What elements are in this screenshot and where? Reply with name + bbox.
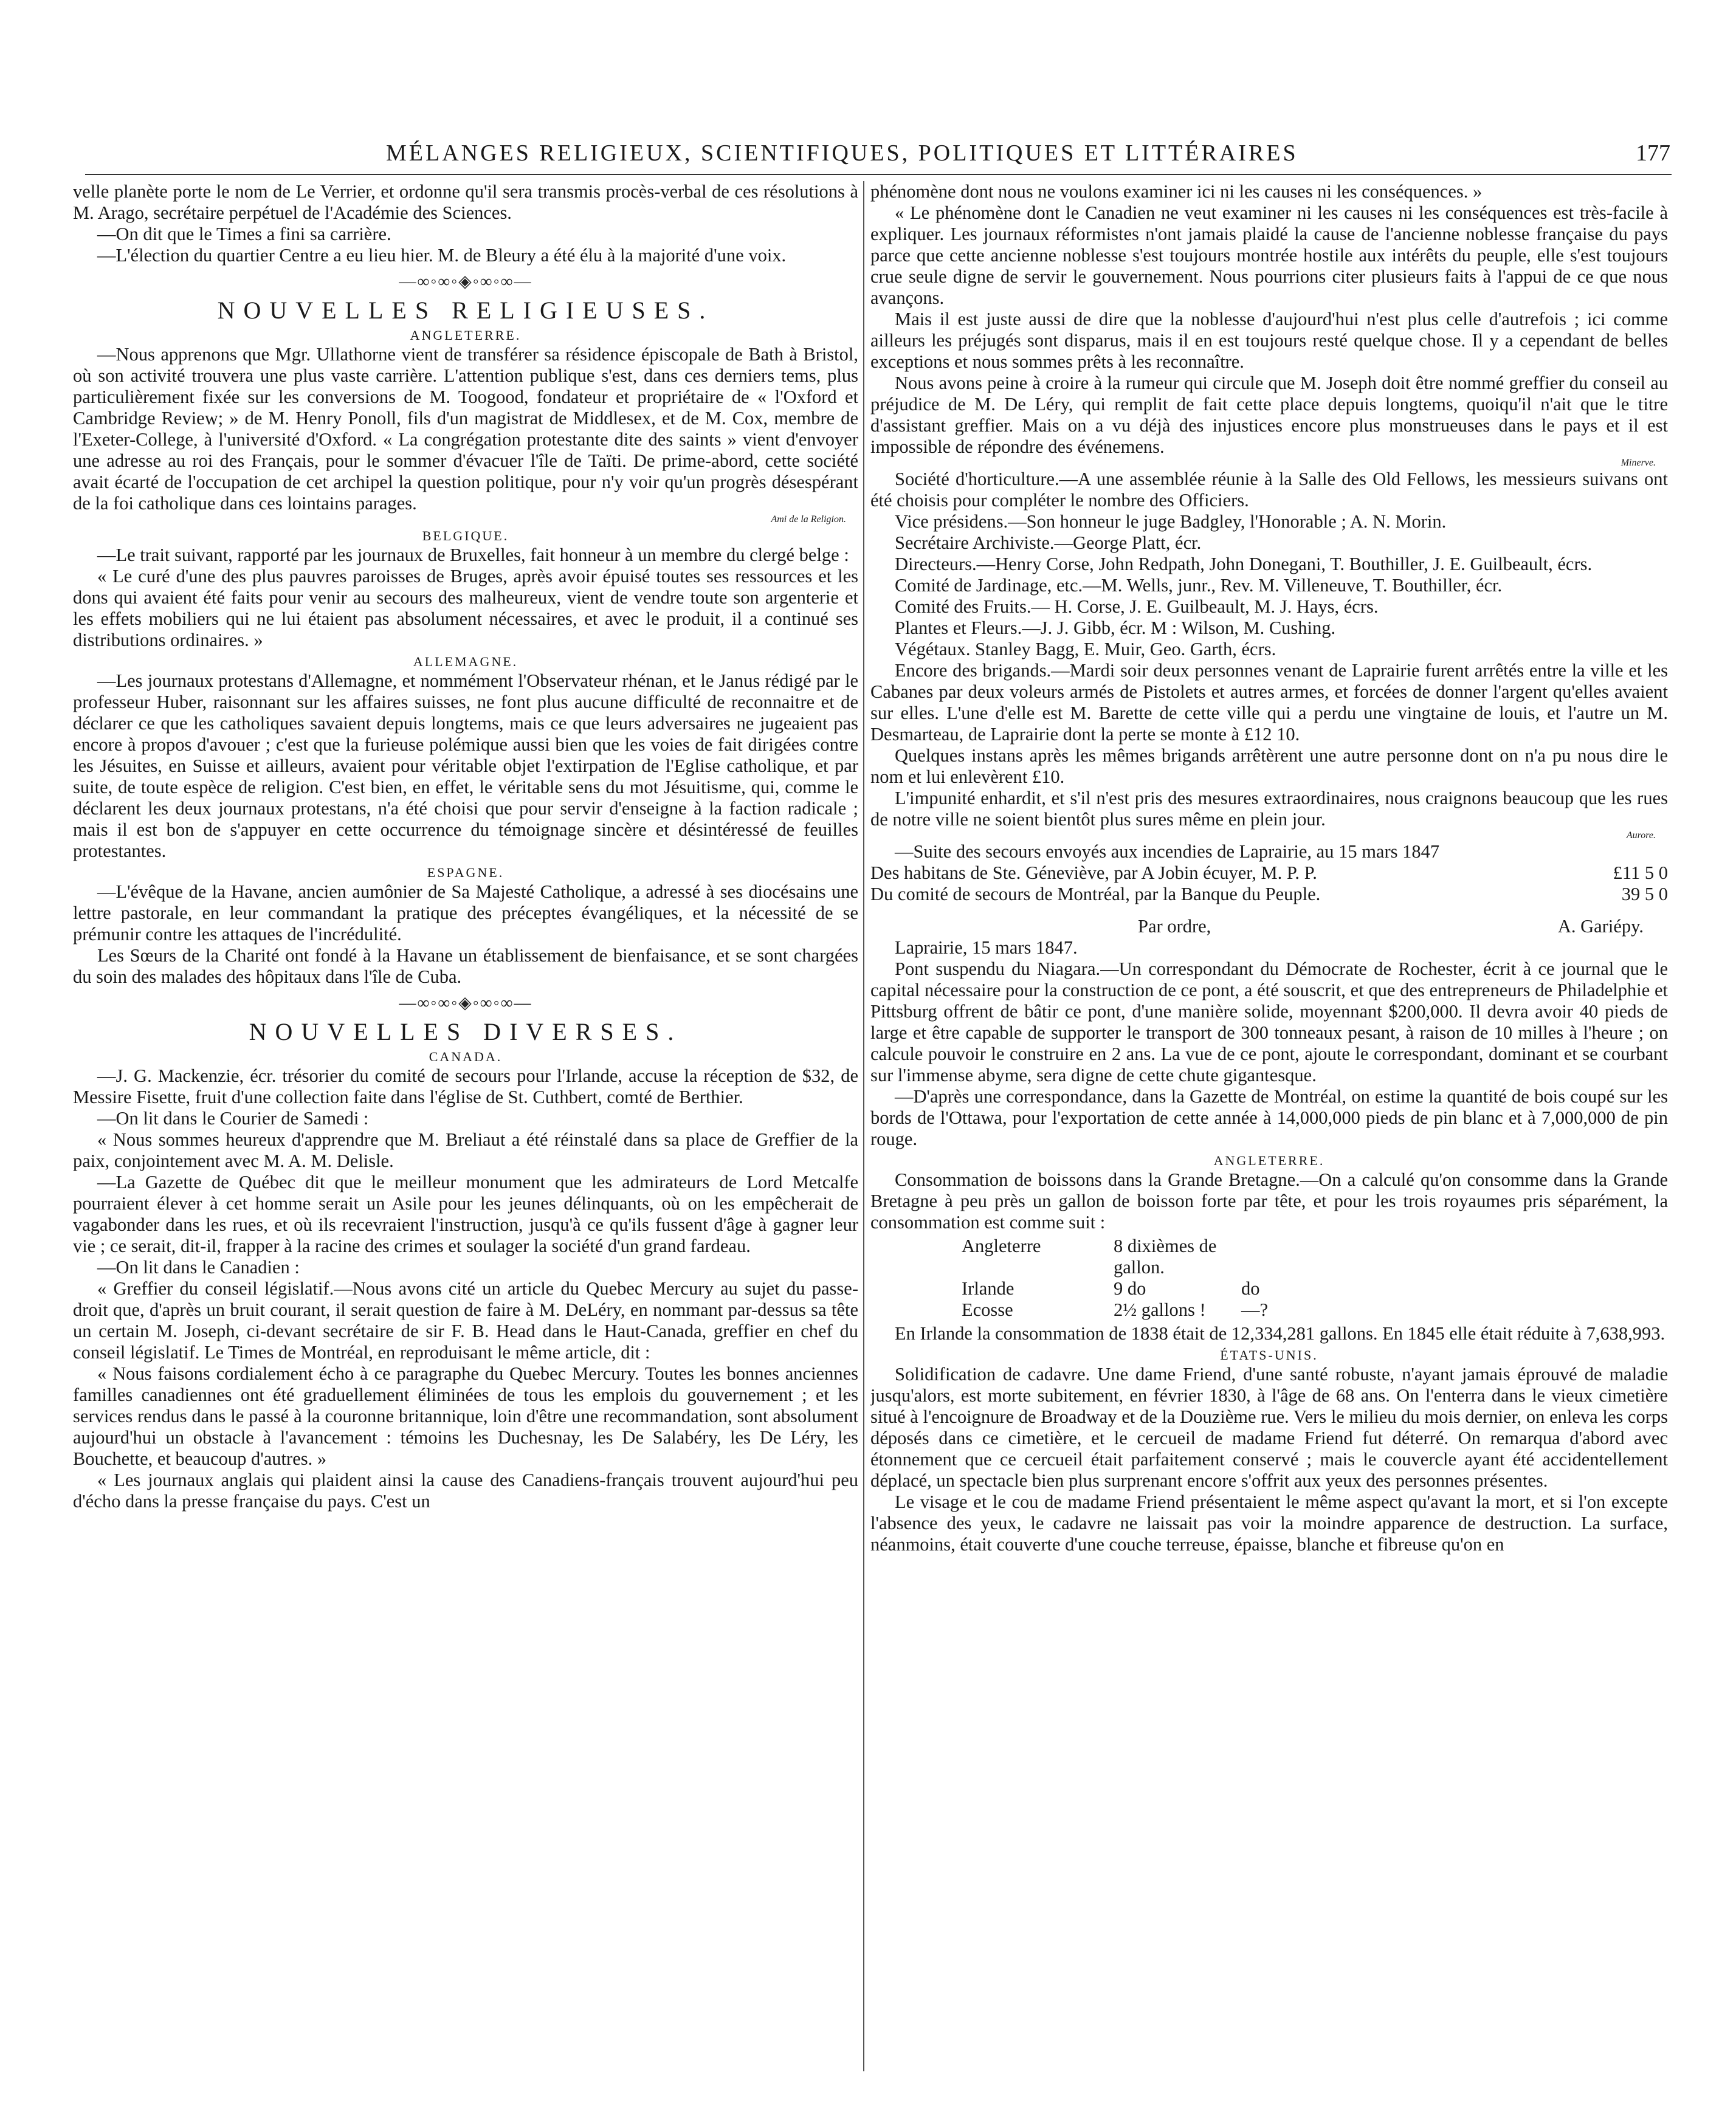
article-paragraph: Pont suspendu du Niagara.—Un correspondant du Démocrate de Rochester, écrit à ce journal que le capital nécessaire pour la construction de ce pont, a été souscrit, et que des entrepreneurs de Philadelphie et Pittsburg offrent de bâtir ce pont, d'une manière solide, moyennant $200,000. Il devra avoir 40 pieds de large et être capable de supporter le transport de 300 tonneaux pesant, à raison de 10 milles à l'heure ; on calcule pouvoir le construire en 2 ans. La vue de ce pont, ajoute le correspondant, dominant et se courbant sur l'immense abyme, sera digne de cette chute gigantesque. (870, 958, 1668, 1085)
source-signature: Ami de la Religion. (771, 514, 846, 525)
article-paragraph: Consommation de boissons dans la Grande Bretagne.—On a calculé qu'on consomme dans la Grande Bretagne à peu près un gallon de boisson forte par tête, et pour les trois royaumes pris séparément, la consommation est comme suit : (870, 1169, 1668, 1233)
article-paragraph: —L'élection du quartier Centre a eu lieu hier. M. de Bleury a été élu à la majorité d'une voix. (97, 245, 787, 266)
article-paragraph: —On dit que le Times a fini sa carrière. (97, 224, 391, 244)
table-cell: —? (1241, 1299, 1269, 1320)
right-column (870, 181, 1668, 2077)
source-signature: Minerve. (1621, 458, 1656, 468)
signatory: A. Gariépy. (1557, 916, 1644, 937)
article-paragraph: Mais il est juste aussi de dire que la noblesse d'aujourd'hui n'est plus celle d'autrefois ; ici comme ailleurs les préjugés sont disparus, mais il en est toujours resté quelque chose. Il y a cependant de belles exceptions et nous sommes prêts à les reconnaître. (870, 309, 1668, 372)
article-paragraph: Quelques instans après les mêmes brigands arrêtèrent une autre personne dont on n'a pu nous dire le nom et lui enlevèrent £10. (870, 745, 1668, 787)
table-cell: 8 dixièmes de gallon. (1114, 1236, 1217, 1278)
running-title: MÉLANGES RELIGIEUX, SCIENTIFIQUES, POLITIQUES ET LITTÉRAIRES (386, 140, 1298, 166)
table-cell: 9 do (1114, 1278, 1146, 1299)
country-heading: CANADA. (429, 1049, 503, 1064)
table-row (962, 1278, 1668, 1299)
article-paragraph: velle planète porte le nom de Le Verrier, et ordonne qu'il sera transmis procès-verbal de ces résolutions à M. Arago, secrétaire perpétuel de l'Académie des Sciences. (73, 181, 858, 223)
country-heading: BELGIQUE. (422, 528, 509, 543)
article-paragraph: —L'évêque de la Havane, ancien aumônier de Sa Majesté Catholique, a adressé à ses diocésains une lettre pastorale, en leur commandant la pratique des préceptes évangéliques, et la nécessité de se prémunir contre les attaques de l'incrédulité. (73, 881, 858, 944)
donation-amount: £11 5 0 (1613, 862, 1668, 883)
country-heading: ANGLETERRE. (410, 328, 522, 343)
officer-entry: Comité des Fruits.— H. Corse, J. E. Guilbeault, M. J. Hays, écrs. (895, 596, 1379, 617)
country-heading: ANGLETERRE. (1213, 1153, 1325, 1168)
article-paragraph: —Nous apprenons que Mgr. Ullathorne vient de transférer sa résidence épiscopale de Bath à Bristol, où son activité trouvera une plus vaste carrière. L'attention publique s'est, dans ces derniers tems, plus particulièrement fixée sur les conversions de M. Toogood, fondateur et propriétaire de « l'Oxford et Cambridge Review; » de M. Henry Ponoll, fils d'un magistrat de Middlesex, et de M. Cox, membre de l'Exeter-College, à l'université d'Oxford. « La congrégation protestante dite des saints » vient d'envoyer une adresse au roi des Français, pour le sommer d'évacuer l'île de Taïti. De prime-abord, cette société avait écarté de l'occupation de cet archipel la question politique, pour n'y voir qu'un progrès désespérant de la foi catholique dans ces lointains parages. (73, 344, 858, 514)
article-paragraph: Solidification de cadavre. Une dame Friend, d'une santé robuste, n'ayant jamais éprouvé de maladie jusqu'alors, est morte subitement, en février 1830, à l'âge de 68 ans. On l'enterra dans le vieux cimetière situé à l'encoignure de Broadway et de la Douzième rue. Vers le milieu du mois dernier, on enleva les corps déposés dans ce cimetière, et le cercueil de madame Friend fut déterré. On remarqua d'abord avec étonnement que ce cercueil était parfaitement conservé ; mais le couvercle ayant été accidentellement déplacé, un spectacle bien plus surprenant encore s'offrit aux yeux des personnes présentes. (870, 1364, 1668, 1491)
donation-label: Du comité de secours de Montréal, par la Banque du Peuple. (870, 884, 1321, 904)
officer-entry: Végétaux. Stanley Bagg, E. Muir, Geo. Garth, écrs. (895, 639, 1276, 659)
article-paragraph: phénomène dont nous ne voulons examiner ici ni les causes ni les conséquences. » (870, 181, 1483, 202)
article-paragraph: —Suite des secours envoyés aux incendies de Laprairie, au 15 mars 1847 (895, 841, 1440, 862)
article-paragraph: « Les journaux anglais qui plaident ainsi la cause des Canadiens-français trouvent aujourd'hui peu d'écho dans la presse française du pays. C'est un (73, 1470, 858, 1512)
source-signature: Aurore. (1626, 830, 1656, 841)
article-paragraph: « Greffier du conseil législatif.—Nous avons cité un article du Quebec Mercury au sujet du passe-droit que, d'après un bruit courant, il serait question de faire à M. DeLéry, en nommant par-dessus sa tête un certain M. Joseph, ci-devant secrétaire de sir F. B. Head dans le Haut-Canada, greffier en chef du conseil législatif. Le Times de Montréal, en reproduisant le même article, dit : (73, 1278, 858, 1363)
officer-entry: Directeurs.—Henry Corse, John Redpath, John Donegani, T. Bouthiller, J. E. Guilbeault, écrs. (895, 554, 1593, 574)
article-paragraph: Les Sœurs de la Charité ont fondé à la Havane un établissement de bienfaisance, et se sont chargées du soin des malades des hôpitaux dans l'île de Cuba. (73, 945, 858, 987)
article-paragraph: —J. G. Mackenzie, écr. trésorier du comité de secours pour l'Irlande, accuse la réception de $32, de Messire Fisette, fruit d'une collection faite dans l'église de St. Cuthbert, comté de Berthier. (73, 1065, 858, 1107)
article-paragraph: —La Gazette de Québec dit que le meilleur monument que les admirateurs de Lord Metcalfe pourraient élever à cet homme serait un Asile pour les jeunes délinquants, où on les empêcherait de vagabonder dans les rues, et où ils recevraient l'instruction, jusqu'à ce qu'ils fussent d'âge à gagner leur vie ; ce serait, dit-il, frapper à la racine des crimes et soulager la société d'un grand fardeau. (73, 1172, 858, 1256)
article-paragraph: —On lit dans le Canadien : (97, 1257, 300, 1278)
country-heading: ÉTATS-UNIS. (1220, 1347, 1318, 1363)
section-ornament: —∞◦∞◦◈◦∞◦∞— (399, 272, 532, 291)
consumption-table (962, 1236, 1668, 1321)
officer-entry: Comité de Jardinage, etc.—M. Wells, junr., Rev. M. Villeneuve, T. Bouthiller, écr. (895, 575, 1503, 596)
table-row (962, 1236, 1668, 1278)
table-cell: 2½ gallons ! (1114, 1299, 1206, 1320)
section-ornament: —∞◦∞◦◈◦∞◦∞— (399, 994, 532, 1013)
officer-entry: Secrétaire Archiviste.—George Platt, écr. (895, 532, 1202, 553)
column-divider (863, 181, 864, 2071)
page-number: 177 (1636, 140, 1670, 166)
article-paragraph: Le visage et le cou de madame Friend présentaient le même aspect qu'avant la mort, et si l'on excepte l'absence des yeux, le cadavre ne laissait pas voir la moindre apparence de destruction. La surface, néanmoins, était couverte d'une couche terreuse, épaisse, blanche et fibreuse qu'on en (870, 1491, 1668, 1555)
section-title-religieuses: NOUVELLES RELIGIEUSES. (217, 297, 714, 324)
donation-amount: 39 5 0 (1621, 884, 1668, 904)
table-cell (1241, 1236, 1363, 1278)
table-cell: Angleterre (962, 1236, 1041, 1256)
donation-row (870, 862, 1668, 884)
officer-entry: Plantes et Fleurs.—J. J. Gibb, écr. M : Wilson, M. Cushing. (895, 618, 1336, 638)
donation-row (870, 884, 1668, 905)
officer-entry: Vice présidens.—Son honneur le juge Badgley, l'Honorable ; A. N. Morin. (895, 511, 1447, 532)
par-ordre: Par ordre, (1138, 916, 1211, 937)
article-paragraph: Nous avons peine à croire à la rumeur qui circule que M. Joseph doit être nommé greffier du conseil au préjudice de M. De Léry, qui remplit de fait cette place depuis longtems, quoiqu'il n'ait que le titre d'assistant greffier. Mais on a vu déjà des injustices encore plus monstrueuses dans le pays et il est impossible de répondre des événemens. (870, 373, 1668, 457)
page-header (85, 135, 1672, 177)
article-paragraph: En Irlande la consommation de 1838 était de 12,334,281 gallons. En 1845 elle était réduite à 7,638,993. (895, 1323, 1665, 1344)
article-paragraph: « Nous faisons cordialement écho à ce paragraphe du Quebec Mercury. Toutes les bonnes anciennes familles canadiennes ont été graduellement éliminées de tous les emplois du gouvernement ; et les services rendus dans le passé à la couronne britannique, loin d'être une recommandation, sont absolument aujourd'hui un obstacle à l'avancement : témoins les Duchesnay, les De Salabéry, les De Léry, les Bouchette, et beaucoup d'autres. » (73, 1363, 858, 1469)
table-cell: Ecosse (962, 1299, 1013, 1320)
left-column (73, 181, 858, 2077)
country-heading: ALLEMAGNE. (413, 654, 518, 669)
table-row (962, 1299, 1668, 1321)
article-paragraph: —Le trait suivant, rapporté par les journaux de Bruxelles, fait honneur à un membre du clergé belge : (97, 545, 849, 565)
header-rule (85, 174, 1672, 175)
article-paragraph: —Les journaux protestans d'Allemagne, et nommément l'Observateur rhénan, et le Janus rédigé par le professeur Huber, raisonnant sur les affaires suisses, ne font plus aucune difficulté de reconnaitre et de déclarer ce que les catholiques savaient depuis longtems, mais ce que leurs adversaires ne jugeaient pas encore à propos d'avouer ; c'est que la furieuse polémique aussi bien que les voies de fait dirigées contre les Jésuites, en Suisse et ailleurs, avaient pour véritable objet l'extirpation de l'Eglise catholique, et par suite, de toute espèce de religion. C'est bien, en effet, le véritable sens du mot Jésuitisme, qui, comme le déclarent les deux journaux protestans, n'a été choisi que pour servir d'enseigne à la faction radicale ; mais il est bon de s'appuyer en cette occurrence du témoignage sincère et désintéressé de feuilles protestantes. (73, 670, 858, 861)
section-title-diverses: NOUVELLES DIVERSES. (249, 1018, 683, 1045)
article-paragraph: Société d'horticulture.—A une assemblée réunie à la Salle des Old Fellows, les messieurs suivans ont été choisis pour compléter le nombre des Officiers. (870, 469, 1668, 511)
signature-row (870, 916, 1668, 937)
article-paragraph: —D'après une correspondance, dans la Gazette de Montréal, on estime la quantité de bois coupé sur les bords de l'Ottawa, pour l'exportation de cette année à 14,000,000 pieds de pin blanc et à 7,000,000 de pin rouge. (870, 1086, 1668, 1149)
article-paragraph: —On lit dans le Courier de Samedi : (97, 1108, 369, 1129)
table-cell: do (1241, 1278, 1260, 1299)
donation-label: Des habitans de Ste. Géneviève, par A Jobin écuyer, M. P. P. (870, 862, 1317, 883)
article-quote: « Le curé d'une des plus pauvres paroisses de Bruges, après avoir épuisé toutes ses ressources et les dons qui avaient été faits pour venir au secours des malheureux, vient de vendre toute son argenterie et les effets mobiliers qui ne lui étaient pas absolument nécessaires, et avec le produit, il a continué ses distributions ordinaires. » (73, 566, 858, 650)
article-paragraph: Encore des brigands.—Mardi soir deux personnes venant de Laprairie furent arrêtés entre la ville et les Cabanes par deux voleurs armés de Pistolets et autres armes, et forcées de donner l'argent qu'elles avaient sur elles. L'une d'elle est M. Barette de cette ville qui a perdu une vingtaine de louis, et l'autre un M. Desmarteau, de Laprairie dont la perte se monte à £12 10. (870, 660, 1668, 745)
place-date: Laprairie, 15 mars 1847. (895, 937, 1078, 958)
article-paragraph: « Le phénomène dont le Canadien ne veut examiner ni les causes ni les conséquences est très-facile à expliquer. Les journaux réformistes n'ont jamais plaidé la cause de l'ancienne noblesse française du pays parce que cette ancienne noblesse s'est toujours montrée hostile aux intérêts du peuple, elle s'est toujours crue seule digne de servir le gouvernement. Nous pourrions citer plusieurs faits à l'appui de ce que nous avançons. (870, 202, 1668, 308)
table-cell: Irlande (962, 1278, 1014, 1299)
article-paragraph: « Nous sommes heureux d'apprendre que M. Breliaut a été réinstalé dans sa place de Greffier de la paix, conjointement avec M. A. M. Delisle. (73, 1129, 858, 1171)
article-paragraph: L'impunité enhardit, et s'il n'est pris des mesures extraordinaires, nous craignons beaucoup que les rues de notre ville ne soient bientôt plus sures même en plein jour. (870, 788, 1668, 830)
country-heading: ESPAGNE. (427, 865, 505, 880)
